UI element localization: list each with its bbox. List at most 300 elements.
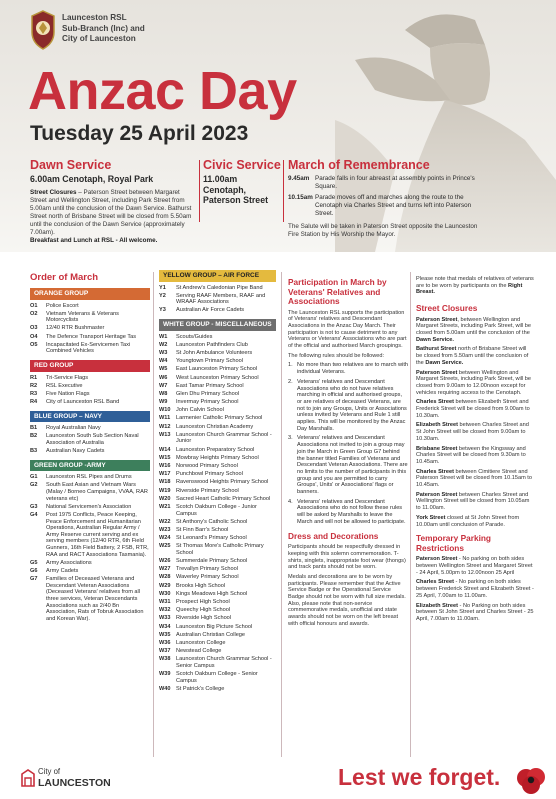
item-label: Tri-Service Flags: [46, 374, 89, 381]
rule-text: Veterans' relatives and Descendant Associations who do not follow these rules will be asked by Marshalls to leave the March and will not be allowed to participate.: [297, 498, 406, 525]
item-code: W40: [159, 685, 171, 692]
rule-item: [288, 435, 408, 495]
march-group-item: [159, 399, 276, 406]
march-group-item: [159, 488, 276, 495]
closures-column: [416, 276, 534, 626]
item-code: W24: [159, 535, 171, 542]
march-desc: Parade moves off and marches along the route to the Cenotaph via Charles Street and turns left into Paterson Street.: [315, 194, 472, 217]
item-label: Waverley Primary School: [176, 574, 239, 581]
item-code: Y1: [159, 284, 166, 291]
item-label: Prospect High School: [176, 598, 230, 605]
group-header: ORANGE GROUP: [30, 288, 150, 300]
group-header: BLUE GROUP – NAVY: [30, 411, 150, 423]
item-code: W23: [159, 526, 171, 533]
street-name: Charles Street: [416, 579, 454, 586]
rsl-crest-icon: [30, 10, 56, 50]
item-code: W8: [159, 390, 168, 397]
rules-list: [288, 362, 408, 525]
rule-number: 2.: [288, 378, 293, 385]
item-label: Families of Deceased Veterans and Descendant Veteran Associations (Deceased Veterans' relatives from all three services, Veteran Descendants Associations such as 2/40 Bn Association, Rats of Tobruk Association and Korean War).: [46, 576, 144, 622]
march-group-item: [159, 447, 276, 454]
item-label: Army Associations: [46, 559, 92, 566]
march-group-item: [30, 334, 150, 341]
closure-emphasis: Dawn Service.: [416, 336, 454, 343]
parking-item: [416, 556, 534, 576]
item-code: W22: [159, 518, 171, 525]
closure-text: between Cimitiere Street and Paterson Street will be closed from 10.15am to 10.45am.: [416, 468, 532, 489]
rule-item: [288, 362, 408, 375]
closure-text: closed at St John Street from 10.00am until conclusion of Parade.: [416, 514, 520, 528]
march-time: 9.45am: [288, 175, 310, 182]
march-group-item: [159, 293, 276, 306]
item-label: St John Ambulance Volunteers: [176, 349, 253, 356]
item-code: R3: [30, 390, 38, 397]
item-code: G5: [30, 559, 38, 566]
street-closures-heading: Street Closures: [416, 303, 478, 314]
item-label: Scouts/Guides: [176, 333, 213, 340]
street-name: Charles Street: [416, 399, 454, 406]
item-label: Vietnam Veterans & Veterans Motorcyclists: [46, 310, 119, 324]
item-label: 12/40 RTR Bushmaster: [46, 325, 105, 332]
item-code: G1: [30, 474, 38, 481]
item-code: W26: [159, 558, 171, 565]
participation-column: [288, 278, 408, 631]
street-closure-item: [416, 446, 534, 466]
item-label: Sacred Heart Catholic Primary School: [176, 495, 271, 502]
march-row: [288, 194, 488, 218]
march-group-item: [159, 574, 276, 581]
dawn-closures-text: [30, 189, 198, 237]
march-group-item: [30, 325, 150, 332]
item-label: Australian Air Force Cadets: [176, 307, 245, 314]
item-label: West Launceston Primary School: [176, 374, 259, 381]
march-group-item: [159, 496, 276, 503]
item-code: W29: [159, 582, 171, 589]
street-closure-item: [416, 317, 534, 344]
parking-list: [416, 556, 534, 622]
item-code: W20: [159, 495, 171, 502]
closure-text: , between Wellington and Margaret Streets, including Park Street, will be closed from 5.00am until the conclusion of the: [416, 316, 532, 337]
page-title: Anzac Day: [28, 61, 297, 121]
march-group-item: [30, 433, 150, 446]
march-group-item: [159, 432, 276, 445]
march-group-item: [159, 599, 276, 606]
march-group-item: [159, 358, 276, 365]
closures-body: – Paterson Street between Margaret Street and Wellington Street, including Park Street from 5.00am until the conclusion of the Dawn Service. Bathurst Street north of Brisbane Street will be closed from 5.50am until the conclusion of the Dawn Service (approximately 7.00am).: [30, 188, 192, 236]
org-line-2: Sub-Branch (Inc) and: [62, 23, 145, 33]
item-code: Y2: [159, 292, 166, 299]
item-label: Scotch Oakburn College - Senior Campus: [176, 671, 258, 684]
item-label: City of Launceston RSL Band: [46, 399, 120, 406]
parking-text: - No parking on both sides between Frederick Street and Elizabeth Street - 25 April, 7.00am to 11.00am.: [416, 579, 534, 599]
org-line-3: City of Launceston: [62, 34, 136, 44]
march-group-item: [30, 504, 150, 511]
item-code: W39: [159, 671, 171, 678]
parking-text: - No parking on both sides between Wellington Street and Margaret Street - 24 April, 5.00pm to 12.00noon 25 April: [416, 556, 533, 576]
item-label: St Leonard's Primary School: [176, 535, 247, 542]
march-group-item: [30, 576, 150, 622]
street-closure-item: [416, 370, 534, 397]
item-label: Punchbowl Primary School: [176, 471, 243, 478]
march-group-item: [159, 285, 276, 292]
city-logo-text-line-2: LAUNCESTON: [38, 777, 111, 789]
march-group-item: [159, 566, 276, 573]
item-label: St Andrew's Caledonian Pipe Band: [176, 284, 263, 291]
march-group-item: [159, 479, 276, 486]
civic-service-section: [203, 158, 281, 206]
item-code: B2: [30, 433, 38, 440]
march-groups-left: [30, 288, 150, 622]
item-label: Launceston Church Grammar School - Senior Campus: [176, 656, 272, 669]
parking-text: - No Parking on both sides between St John Street and Charles Street - 25 April, 7.00am to 11.00am.: [416, 602, 534, 622]
march-group-item: [30, 425, 150, 432]
item-label: East Launceston Primary School: [176, 366, 258, 373]
closures-label: Street Closures: [30, 188, 77, 196]
item-label: St Anthony's Catholic School: [176, 518, 248, 525]
item-label: Launceston Church Grammar School - Junior: [176, 431, 272, 445]
item-label: Post 1975 Conflicts, Peace Keeping, Peace Enforcement and Humanitarian Operations, Australian Regular Army / Army Reserve current serving and ex serving members (12/40 RTR, 6th Field Gunners, 16th Field Battery, 2 FSB, RTR, RAA and RACT Associations Tasmania).: [46, 512, 149, 558]
march-group-item: [159, 624, 276, 631]
item-label: St Patrick's College: [176, 685, 225, 692]
march-group-item: [159, 307, 276, 314]
participation-intro: The Launceston RSL supports the participation of Veterans' relatives and Descendant Associations in the Anzac Day March. Their participation is not to cause detriment to any Veterans or Veterans' Associations who are part of the official and authorised March groupings.: [288, 309, 407, 350]
rule-number: 4.: [288, 498, 293, 505]
column-divider: [153, 272, 154, 757]
march-group-item: [159, 640, 276, 647]
march-desc: Parade falls in four abreast at assembly points in Prince's Square.: [315, 175, 475, 190]
march-group-item: [159, 535, 276, 542]
march-group-item: [159, 632, 276, 639]
item-label: Mowbray Heights Primary School: [176, 454, 259, 461]
slogan: Lest we forget.: [338, 764, 501, 790]
city-logo-icon: [20, 768, 36, 788]
item-code: O2: [30, 310, 38, 317]
street-name: Brisbane Street: [416, 445, 458, 452]
item-label: Police Escort: [46, 302, 79, 309]
item-code: W3: [159, 349, 168, 356]
item-label: Glen Dhu Primary School: [176, 390, 240, 397]
march-time: 10.15am: [288, 194, 313, 201]
item-label: Launceston Preparatory School: [176, 446, 255, 453]
order-of-march-column: [30, 258, 150, 624]
medals-note-text: Please note that medals of relatives of veterans are to be worn by participants on the: [416, 276, 534, 289]
march-row: [288, 175, 488, 191]
divider: [199, 160, 200, 222]
item-label: Norwood Primary School: [176, 462, 238, 469]
dress-paragraph-1: Participants should be respectfully dressed in keeping with this solemn commemoration. T-shirts, singlets, inappropriate foot wear (thongs) and track pants should not be worn.: [288, 544, 406, 571]
item-label: The Defence Transport Heritage Tas: [46, 333, 137, 340]
item-code: W25: [159, 543, 171, 550]
march-group-item: [30, 391, 150, 398]
item-code: W14: [159, 446, 171, 453]
item-label: Five Nation Flags: [46, 390, 90, 397]
march-group-item: [159, 342, 276, 349]
closure-emphasis: Dawn Service.: [425, 359, 464, 366]
closure-text: between Elizabeth Street and Frederick Street will be closed from 9.00am to 10.30am.: [416, 399, 530, 419]
divider: [283, 160, 284, 222]
org-line-1: Launceston RSL: [62, 13, 127, 22]
item-code: W11: [159, 415, 171, 422]
march-schedule: [288, 175, 488, 218]
march-group-item: [159, 504, 276, 517]
item-label: East Tamar Primary School: [176, 382, 244, 389]
march-group-item: [159, 543, 276, 556]
item-label: Riverside Primary School: [176, 487, 239, 494]
item-label: Newstead College: [176, 648, 222, 655]
item-label: Serving RAAF Members, RAAF and WRAAF Associations: [176, 292, 266, 306]
item-label: Ravenswood Heights Primary School: [176, 479, 269, 486]
parking-item: [416, 603, 534, 623]
item-code: B3: [30, 448, 38, 455]
march-group-item: [30, 375, 150, 382]
closure-text: north of Brisbane Street will be closed from 5.50am until the conclusion of the: [416, 346, 529, 366]
march-group-item: [159, 350, 276, 357]
rule-text: No more than two relatives are to march with individual Veterans.: [297, 362, 408, 376]
participation-heading: Participation in March by Veterans' Relatives and Associations: [288, 277, 387, 306]
march-group-item: [159, 519, 276, 526]
organisation-name: [62, 13, 145, 45]
item-code: W18: [159, 479, 171, 486]
item-label: Queechy High School: [176, 607, 231, 614]
item-label: St Thomas More's Catholic Primary School: [176, 543, 264, 556]
street-name: Elizabeth Street: [416, 602, 458, 609]
item-code: W31: [159, 598, 171, 605]
poppy-icon: [515, 766, 547, 796]
item-code: W38: [159, 656, 171, 663]
item-label: Royal Australian Navy: [46, 425, 101, 432]
march-group-item: [159, 615, 276, 622]
item-code: W5: [159, 366, 168, 373]
item-label: RSL Executive: [46, 382, 83, 389]
item-code: O5: [30, 341, 38, 348]
march-group-item: [30, 474, 150, 481]
item-code: R1: [30, 374, 38, 381]
march-group-item: [159, 656, 276, 669]
city-logo-text-line-1: City of: [38, 767, 61, 776]
street-closures-list: [416, 317, 534, 529]
item-label: Riverside High School: [176, 615, 232, 622]
street-name: Paterson Street: [416, 491, 458, 498]
march-group-item: [30, 383, 150, 390]
march-group-item: [159, 455, 276, 462]
medals-note-bold: Right Breast.: [416, 282, 523, 296]
order-of-march-column-2: [159, 270, 276, 694]
street-name: Bathurst Street: [416, 346, 457, 353]
march-group-item: [159, 648, 276, 655]
closure-text: between Wellington and Margaret Streets, including Park Street, will be closed from 9.00am to 12.00noon except for vehicles requiring access to the Cenotaph.: [416, 369, 532, 396]
march-group-item: [30, 560, 150, 567]
march-group-item: [159, 607, 276, 614]
item-code: W9: [159, 399, 168, 406]
march-of-remembrance-section: [288, 158, 488, 239]
group-header: GREEN GROUP -ARMY: [30, 460, 150, 472]
closure-text: between Charles Street and St John Street will be closed from 9.00am to 10.30am.: [416, 422, 529, 442]
item-code: W17: [159, 471, 171, 478]
item-code: W4: [159, 358, 168, 365]
street-closure-item: [416, 515, 534, 528]
march-group-item: [30, 399, 150, 406]
item-code: O4: [30, 333, 38, 340]
item-code: W28: [159, 574, 171, 581]
item-code: Y3: [159, 307, 166, 314]
event-date: Tuesday 25 April 2023: [30, 122, 249, 145]
civic-service-heading: Civic Service: [203, 158, 281, 172]
item-label: Trevallyn Primary School: [176, 566, 238, 573]
item-label: John Calvin School: [176, 407, 224, 414]
parking-heading: Temporary Parking Restrictions: [416, 533, 492, 553]
item-code: W35: [159, 631, 171, 638]
item-label: Australian Christian College: [176, 631, 246, 638]
item-label: Invermay Primary School: [176, 399, 239, 406]
dress-heading: Dress and Decorations: [288, 530, 379, 541]
item-code: G7: [30, 576, 38, 583]
rule-number: 1.: [288, 362, 293, 369]
item-label: Brooks High School: [176, 582, 226, 589]
item-label: Launceston Pathfinders Club: [176, 341, 248, 348]
street-name: Paterson Street: [416, 316, 458, 323]
march-group-item: [30, 568, 150, 575]
dawn-service-heading: Dawn Service: [30, 158, 112, 172]
rule-text: Veterans' relatives and Descendant Associations not invited to join a group may join the March in Green Group G7 behind the banner titled Families of Veterans and Descendant Veteran Associations. There are no limits to the number of participants in this group and you are permitted to carry Groups', Units' or Associations' flags or banners.: [297, 435, 408, 496]
march-group-item: [159, 415, 276, 422]
march-group-item: [159, 463, 276, 470]
salute-note: The Salute will be taken in Paterson Street opposite the Launceston Fire Station by His Worship the Mayor.: [288, 223, 478, 238]
march-group-item: [159, 471, 276, 478]
column-divider: [281, 272, 282, 757]
item-code: W12: [159, 423, 171, 430]
march-group-item: [159, 334, 276, 341]
item-code: O1: [30, 302, 38, 309]
march-group-item: [159, 527, 276, 534]
item-code: W6: [159, 374, 168, 381]
rules-intro: The following rules should be followed:: [288, 352, 385, 359]
rule-number: 3.: [288, 435, 293, 442]
item-code: R4: [30, 399, 38, 406]
item-code: G2: [30, 482, 38, 489]
item-code: O3: [30, 325, 38, 332]
march-group-item: [159, 383, 276, 390]
march-group-item: [159, 686, 276, 693]
breakfast-note: Breakfast and Lunch at RSL - All welcome.: [30, 236, 158, 244]
item-label: Larmenier Catholic Primary School: [176, 415, 263, 422]
item-label: South East Asian and Vietnam Wars (Malay / Borneo Campaigns, VVAA, RAR veterans etc): [46, 482, 148, 502]
street-name: York Street: [416, 514, 446, 521]
hero-banner: [0, 0, 556, 252]
item-label: Army Cadets: [46, 567, 79, 574]
group-header: RED GROUP: [30, 360, 150, 372]
item-code: W15: [159, 454, 171, 461]
item-label: Scotch Oakburn College - Junior Campus: [176, 503, 257, 517]
street-closure-item: [416, 399, 534, 419]
street-name: Paterson Street: [416, 556, 458, 563]
item-code: B1: [30, 425, 38, 432]
street-closure-item: [416, 346, 534, 366]
street-name: Elizabeth Street: [416, 422, 458, 429]
march-group-item: [30, 512, 150, 558]
civic-service-time: 11.00am Cenotaph, Paterson Street: [203, 174, 269, 205]
item-code: G6: [30, 567, 38, 574]
item-label: Launceston South Sub Section Naval Association of Australia: [46, 433, 139, 446]
item-label: Launceston Christian Academy: [176, 423, 254, 430]
march-group-item: [30, 342, 150, 355]
march-group-item: [159, 391, 276, 398]
item-code: W37: [159, 648, 171, 655]
street-closure-item: [416, 422, 534, 442]
street-closure-item: [416, 492, 534, 512]
item-label: Launceston RSL Pipes and Drums: [46, 474, 132, 481]
group-header: YELLOW GROUP – AIR FORCE: [159, 270, 276, 282]
march-group-item: [159, 558, 276, 565]
item-code: R2: [30, 382, 38, 389]
closure-text: between the Kingsway and Charles Street will be closed from 9.30am to 10.45am.: [416, 445, 526, 465]
rule-item: [288, 499, 408, 526]
march-group-item: [30, 482, 150, 502]
item-label: National Servicemen's Association: [46, 503, 132, 510]
item-label: Launceston College: [176, 639, 226, 646]
rule-text: Veterans' relatives and Descendant Associations who do not have relatives marching in official and authorised groups, or are relatives of deceased Veterans, are not to join any Groups, Units or Associations unless invited by Veterans and Rule 1 still applies. This will be monitored by the Anzac Day Marshalls.: [297, 378, 407, 432]
march-group-item: [159, 671, 276, 684]
closure-text: between Charles Street and Wellington Street will be closed from 10.05am to 11.00am.: [416, 491, 530, 512]
street-closure-item: [416, 469, 534, 489]
medals-note: [416, 276, 534, 296]
march-group-item: [159, 583, 276, 590]
item-code: W27: [159, 566, 171, 573]
item-label: St Finn Barr's School: [176, 526, 229, 533]
march-group-item: [30, 311, 150, 324]
march-group-item: [159, 375, 276, 382]
march-group-item: [30, 303, 150, 310]
march-group-item: [30, 448, 150, 455]
item-code: W2: [159, 341, 168, 348]
item-code: W30: [159, 590, 171, 597]
item-code: G3: [30, 503, 38, 510]
item-code: W16: [159, 462, 171, 469]
item-code: W7: [159, 382, 168, 389]
march-heading: March of Remembrance: [288, 158, 430, 172]
item-code: W21: [159, 503, 171, 510]
dawn-service-time: 6.00am Cenotaph, Royal Park: [30, 174, 154, 184]
march-group-item: [159, 407, 276, 414]
street-name: Paterson Street: [416, 369, 458, 376]
order-of-march-heading: Order of March: [30, 272, 99, 283]
march-group-item: [159, 366, 276, 373]
item-label: Incapacitated Ex-Servicemen Taxi Combined Vehicles: [46, 341, 131, 355]
rule-item: [288, 379, 408, 433]
item-code: G4: [30, 512, 38, 518]
parking-item: [416, 579, 534, 599]
item-code: W13: [159, 431, 171, 438]
item-code: W34: [159, 623, 171, 630]
dawn-service-section: [30, 158, 198, 245]
item-code: W19: [159, 487, 171, 494]
item-label: Kings Meadows High School: [176, 590, 248, 597]
column-divider: [410, 272, 411, 757]
street-name: Charles Street: [416, 468, 454, 475]
item-code: W10: [159, 407, 171, 414]
item-code: W1: [159, 333, 168, 340]
dress-paragraph-2: Medals and decorations are to be worn by participants. Please remember that the Active Service Badge or the Operational Service Badge should not be worn with full size medals. Also, please note that non-service commemorative medals, unofficial and state awards should not be worn on the left breast with official honours and awards.: [288, 573, 406, 627]
march-group-item: [159, 591, 276, 598]
item-code: W32: [159, 607, 171, 614]
item-label: Summerdale Primary School: [176, 558, 248, 565]
item-code: W33: [159, 615, 171, 622]
item-label: Launceston Big Picture School: [176, 623, 253, 630]
march-groups-right: [159, 270, 276, 692]
group-header: WHITE GROUP - MISCELLANEOUS: [159, 319, 276, 331]
item-code: W36: [159, 639, 171, 646]
march-group-item: [159, 424, 276, 431]
item-label: Australian Navy Cadets: [46, 448, 105, 455]
